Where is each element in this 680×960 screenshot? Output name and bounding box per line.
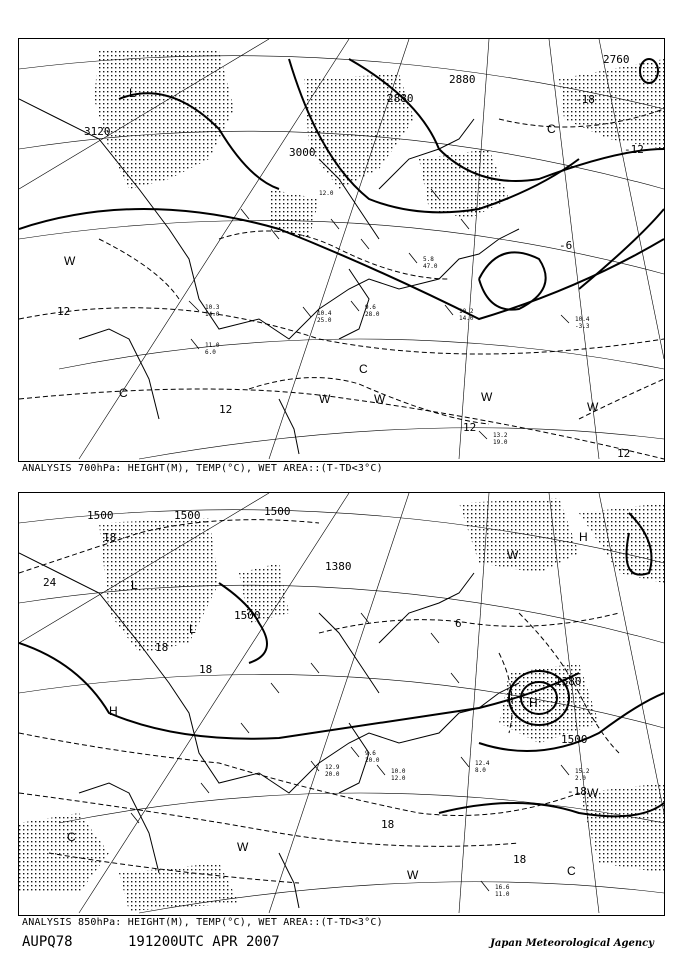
center-marker: W — [374, 392, 386, 406]
station-value: 14.0 — [205, 311, 220, 318]
station-value: 28.0 — [365, 311, 380, 318]
station-value: 10.4 — [317, 310, 332, 317]
station-value: 5.8 — [423, 256, 434, 263]
height-label: 1500 — [87, 509, 114, 522]
temp-label: 12 — [219, 403, 233, 416]
temp-label: -12 — [624, 143, 644, 156]
center-marker: W — [481, 390, 493, 404]
center-marker: L — [131, 578, 138, 592]
station-value: 6.0 — [205, 349, 216, 356]
station-value: 12.4 — [475, 760, 490, 767]
station-value: 9.6 — [365, 304, 376, 311]
station-plots — [189, 189, 590, 446]
height-label: 3120 — [84, 125, 111, 138]
center-marker: H — [109, 704, 118, 718]
station-value: 8.0 — [475, 767, 486, 774]
center-marker: C — [547, 122, 556, 136]
temp-label: 18 — [155, 641, 169, 654]
map-850hpa — [18, 492, 665, 916]
height-label: 1380 — [555, 675, 582, 688]
center-marker: W — [587, 786, 599, 800]
temp-label: -6 — [559, 239, 573, 252]
center-marker: C — [67, 830, 76, 844]
center-marker: W — [587, 400, 599, 414]
center-marker: H — [529, 696, 538, 710]
station-value: 2.0 — [575, 775, 586, 782]
station-value: 47.0 — [423, 263, 438, 270]
station-value: 15.2 — [575, 768, 590, 775]
center-marker: C — [119, 386, 128, 400]
map-700hpa-canvas — [19, 39, 664, 461]
station-value: 25.0 — [317, 317, 332, 324]
center-marker: W — [237, 840, 249, 854]
station-value: 12.0 — [391, 775, 406, 782]
height-label: 2880 — [387, 92, 414, 105]
temp-label: 24 — [43, 576, 57, 589]
station-value: -3.3 — [575, 323, 590, 330]
height-label: 1500 — [264, 505, 291, 518]
station-value: 13.2 — [493, 432, 508, 439]
station-value: 20.0 — [365, 757, 380, 764]
station-value: 12.0 — [319, 190, 334, 197]
center-marker: C — [359, 362, 368, 376]
agency-credit: Japan Meteorological Agency — [490, 938, 654, 949]
center-marker: W — [407, 868, 419, 882]
station-value: 10.2 — [459, 308, 474, 315]
map-700hpa — [18, 38, 665, 462]
temp-label: -18 — [575, 93, 595, 106]
center-marker: C — [567, 864, 576, 878]
temp-label: 12 — [463, 421, 477, 434]
temp-label: 6 — [455, 617, 462, 630]
center-marker: W — [319, 392, 331, 406]
station-value: 20.0 — [325, 771, 340, 778]
map-850hpa-canvas — [19, 493, 664, 915]
height-label: 2760 — [603, 53, 630, 66]
station-value: 11.0 — [495, 891, 510, 898]
station-value: 12.9 — [325, 764, 340, 771]
chart-code: AUPQ78 — [22, 934, 73, 950]
station-value: 10.3 — [205, 304, 220, 311]
center-marker: L — [189, 622, 196, 636]
station-value: 19.0 — [493, 439, 508, 446]
station-value: 10.4 — [575, 316, 590, 323]
center-marker: W — [507, 548, 519, 562]
station-value: 11.0 — [205, 342, 220, 349]
height-label: 1380 — [325, 560, 352, 573]
temp-label: -18 — [567, 785, 587, 798]
station-value: 16.6 — [495, 884, 510, 891]
caption-700hpa: ANALYSIS 700hPa: HEIGHT(M), TEMP(°C), WET AREA::(T-TD<3°C) — [22, 463, 383, 474]
station-value: 9.6 — [365, 750, 376, 757]
caption-850hpa: ANALYSIS 850hPa: HEIGHT(M), TEMP(°C), WET AREA::(T-TD<3°C) — [22, 917, 383, 928]
valid-time: 191200UTC APR 2007 — [128, 934, 280, 950]
temp-label: 18 — [381, 818, 395, 831]
temp-label: 18 — [103, 531, 117, 544]
height-label: 1500 — [174, 509, 201, 522]
height-label: 1500 — [561, 733, 588, 746]
height-label: 2880 — [449, 73, 476, 86]
coastlines — [19, 99, 519, 454]
temp-label: 12 — [617, 447, 631, 460]
station-value: 14.0 — [459, 315, 474, 322]
temp-label: 18 — [513, 853, 527, 866]
temp-label: 18 — [199, 663, 213, 676]
center-marker: L — [129, 86, 136, 100]
height-label: 1500 — [234, 609, 261, 622]
temp-label: 12 — [57, 305, 71, 318]
height-label: 3000 — [289, 146, 316, 159]
center-marker: H — [579, 530, 588, 544]
center-marker: W — [64, 254, 76, 268]
station-value: 10.0 — [391, 768, 406, 775]
